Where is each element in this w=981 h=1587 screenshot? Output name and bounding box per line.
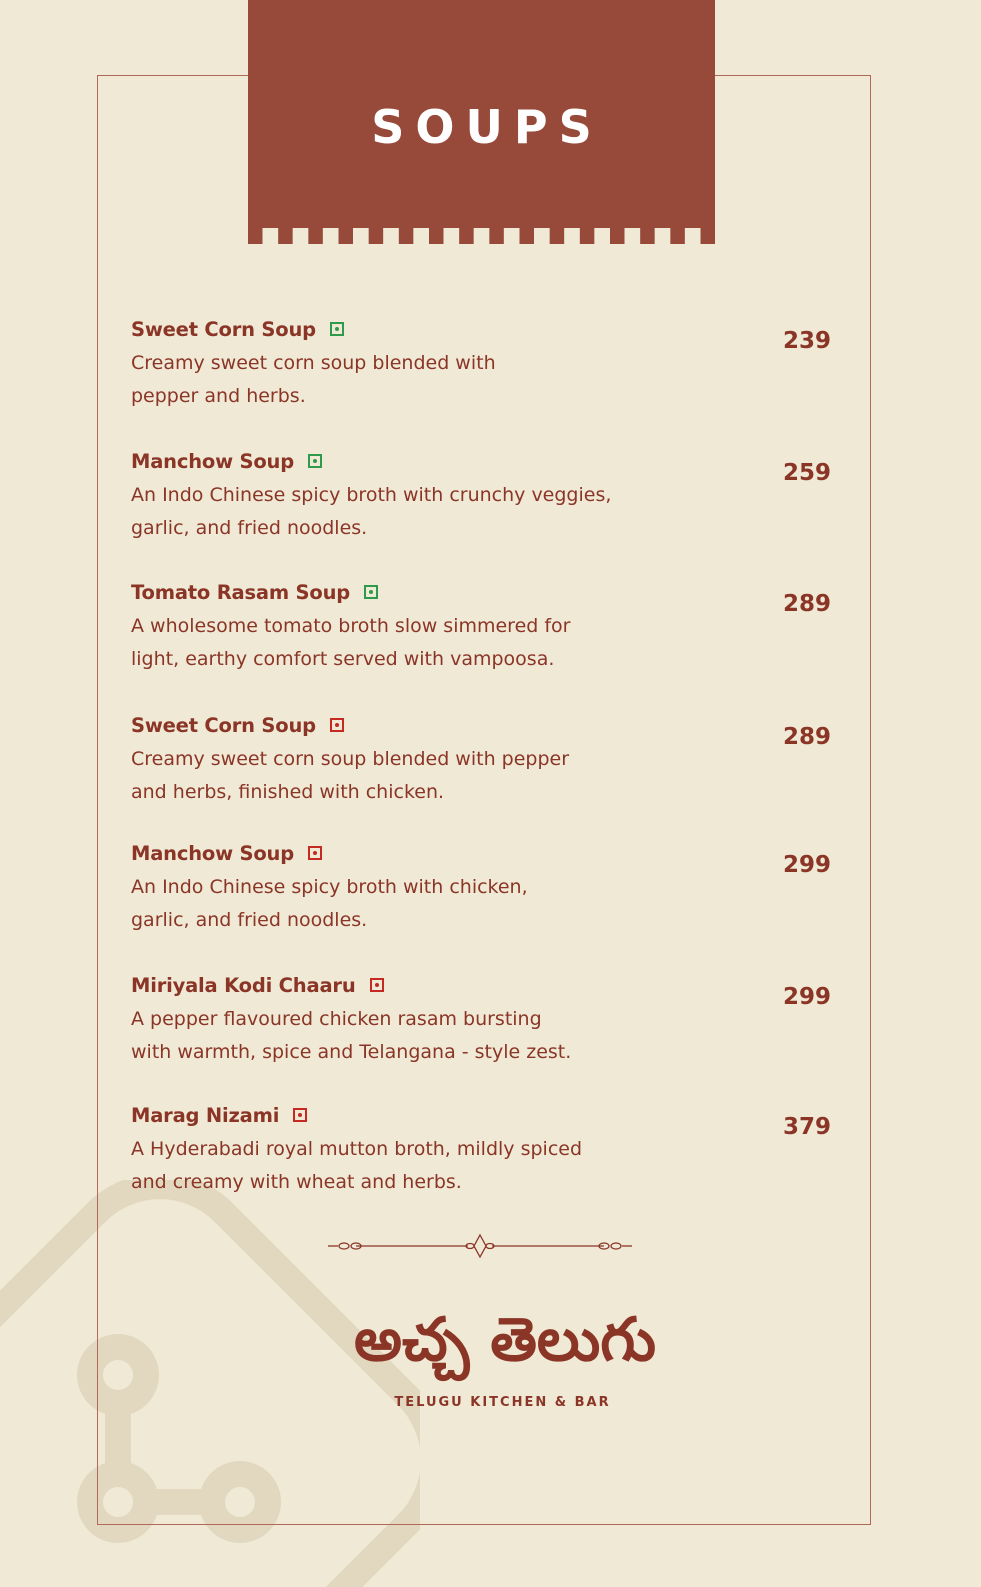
- fringe-tooth: [339, 224, 354, 244]
- menu-item-price: 259: [782, 460, 831, 486]
- menu-item: [131, 711, 831, 809]
- menu-item-header: [131, 447, 831, 475]
- restaurant-tagline: TELUGU KITCHEN & BAR: [394, 1395, 611, 1410]
- non-veg-mark-icon: [293, 1108, 307, 1122]
- description-line: Creamy sweet corn soup blended with pepper: [131, 748, 570, 770]
- restaurant-logo: అచ్చ తెలుగు: [354, 1305, 656, 1375]
- menu-item-header: [131, 578, 831, 606]
- description-line: An Indo Chinese spicy broth with chicken,: [131, 876, 528, 898]
- veg-mark-icon: [330, 322, 344, 336]
- menu-item-name: Manchow Soup: [131, 841, 294, 865]
- description-line: pepper and herbs.: [131, 385, 306, 407]
- description-line: and herbs, finished with chicken.: [131, 781, 445, 803]
- description-line: and creamy with wheat and herbs.: [131, 1171, 462, 1193]
- description-line: light, earthy comfort served with vampoosa.: [131, 648, 555, 670]
- menu-item-price: 289: [782, 724, 831, 750]
- fringe-tooth: [248, 224, 263, 244]
- fringe-tooth: [520, 224, 535, 244]
- fringe-tooth: [369, 224, 384, 244]
- veg-mark-icon: [364, 585, 378, 599]
- menu-item-price: 299: [782, 852, 831, 878]
- fringe-tooth: [550, 224, 565, 244]
- menu-item: [131, 315, 831, 413]
- menu-item-header: [131, 971, 831, 999]
- menu-item: [131, 839, 831, 937]
- menu-item-price: 299: [782, 984, 831, 1010]
- menu-item-description: [131, 1003, 631, 1069]
- description-line: garlic, and fried noodles.: [131, 517, 368, 539]
- fringe-tooth: [308, 224, 322, 244]
- menu-item-header: [131, 315, 831, 343]
- menu-item-description: [131, 610, 631, 676]
- menu-item-price: 289: [782, 591, 831, 617]
- description-line: A pepper flavoured chicken rasam bursting: [131, 1008, 542, 1030]
- menu-item-description: [131, 743, 631, 809]
- menu-item: [131, 971, 831, 1069]
- description-line: with warmth, spice and Telangana - style zest.: [131, 1041, 572, 1063]
- fringe-tooth: [701, 224, 716, 244]
- description-line: An Indo Chinese spicy broth with crunchy veggies,: [131, 484, 612, 506]
- non-veg-mark-icon: [370, 978, 384, 992]
- fringe-tooth: [489, 224, 504, 244]
- section-title: SOUPS: [371, 100, 603, 154]
- veg-mark-icon: [308, 454, 322, 468]
- menu-item: [131, 447, 831, 545]
- ornamental-divider: [328, 1232, 632, 1260]
- fringe-tooth: [580, 224, 595, 244]
- menu-item-price: 239: [782, 328, 831, 354]
- menu-item-name: Miriyala Kodi Chaaru: [131, 973, 356, 997]
- menu-item-description: [131, 871, 631, 937]
- menu-item-name: Marag Nizami: [131, 1103, 280, 1127]
- menu-item-name: Tomato Rasam Soup: [131, 580, 351, 604]
- description-line: A wholesome tomato broth slow simmered for: [131, 615, 571, 637]
- fringe-tooth: [459, 224, 474, 244]
- fringe-tooth: [610, 224, 625, 244]
- fringe-tooth: [429, 224, 444, 244]
- description-line: Creamy sweet corn soup blended with: [131, 352, 496, 374]
- menu-item-description: [131, 479, 631, 545]
- menu-item-description: [131, 347, 631, 413]
- fringe-tooth: [278, 224, 293, 244]
- menu-item-name: Manchow Soup: [131, 449, 294, 473]
- menu-item: [131, 578, 831, 676]
- fringe-tooth: [640, 224, 655, 244]
- menu-item-name: Sweet Corn Soup: [131, 317, 316, 341]
- non-veg-mark-icon: [308, 846, 322, 860]
- description-line: A Hyderabadi royal mutton broth, mildly spiced: [131, 1138, 583, 1160]
- menu-item: [131, 1101, 831, 1199]
- non-veg-mark-icon: [330, 718, 344, 732]
- description-line: garlic, and fried noodles.: [131, 909, 368, 931]
- menu-item-name: Sweet Corn Soup: [131, 713, 316, 737]
- menu-item-description: [131, 1133, 631, 1199]
- menu-item-price: 379: [782, 1114, 831, 1140]
- menu-item-header: [131, 839, 831, 867]
- menu-item-header: [131, 711, 831, 739]
- menu-item-header: [131, 1101, 831, 1129]
- section-banner: [248, 0, 715, 244]
- fringe-tooth: [670, 224, 685, 244]
- fringe-tooth: [399, 224, 414, 244]
- banner-fringe: [248, 224, 715, 244]
